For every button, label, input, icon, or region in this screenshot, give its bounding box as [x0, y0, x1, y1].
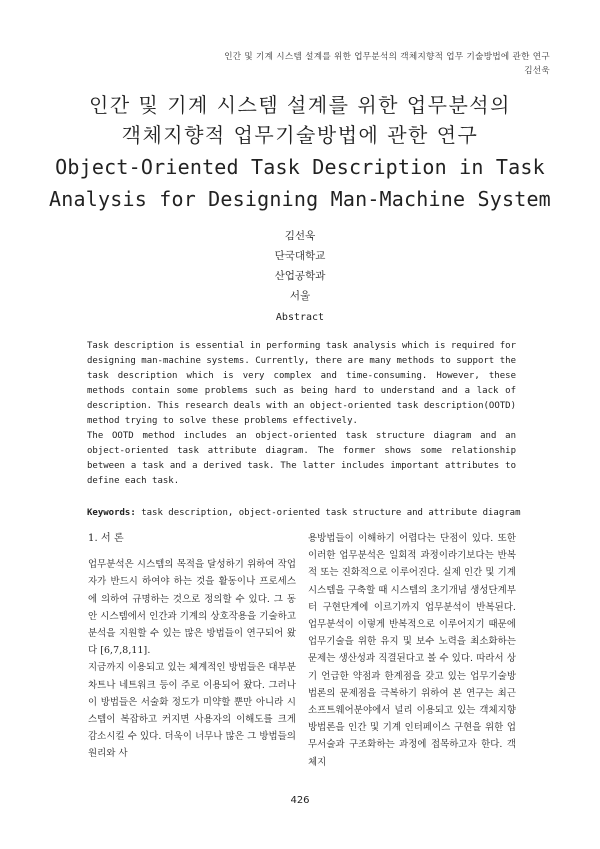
body-paragraph: 업무분석은 시스템의 목적을 달성하기 위하여 작업자가 반드시 하여야 하는 것을 활동이나 프로세스에 의하여 규명하는 것으로 정의할 수 있다. 그 동안 시스템에서 인간과 기계의 상호작용을 기술하고 분석을 지원할 수 있는 많은 방법들이 연구되어 왔다 [6,7,8,11]. [88, 559, 296, 657]
abstract-heading: Abstract [275, 312, 325, 323]
author-city: 서울 [289, 290, 311, 302]
body-paragraph: 지금까지 이용되고 있는 체계적인 방법들은 대부분 차트나 네트워크 등이 주로 이용되어 왔다. 그러나 이 방법들은 서술화 정도가 미약할 뿐만 아니라 시스템이 복잡하고 커지면 사용자의 이해도를 크게 감소시킬 수 있다. 더욱이 너무나 많은 그 방법들의 원리와 사 [88, 662, 296, 760]
keywords-label: Keywords: [87, 508, 136, 518]
english-title-line-2: Analysis for Designing Man-Machine System [49, 187, 551, 211]
author-department: 산업공학과 [274, 270, 326, 282]
body-paragraph: 용방법들이 이해하기 어렵다는 단점이 있다. 또한 이러한 업무분석은 일회적 과정이라기보다는 반복적 또는 진화적으로 이루어진다. 실제 인간 및 기계시스템을 구축할 때 시스템의 초기개념 생성단계부터 구현단계에 이르기까지 업무분석이 반복된다. 업무분석이 이렇게 반복적으로 이루어지기 때문에 업무기술을 위한 유지 및 보수 노력을 최소화하는 문제는 생산성과 직결된다고 볼 수 있다. 따라서 상기 언급한 약점과 한계점을 갖고 있는 업무기술방법론의 문제점을 극복하기 위하여 본 연구는 최근 소프트웨어분야에서 널리 이용되고 있는 객체지향방법론을 인간 및 기계 인터페이스 구현을 위한 업무서술과 구조화하는 과정에 접목하고자 한다. 객체지 [308, 533, 516, 768]
keywords [87, 508, 547, 518]
abstract-body [87, 339, 516, 489]
keywords-text: task description, object-oriented task structure and attribute diagram [141, 508, 521, 518]
abstract-paragraph-1: Task description is essential in performing task analysis which is required for designing man-machine systems. Currently, there are many methods to support the task description which is very complex and time-consuming. However, these methods contain some problems such as being hard to understand and a lack of description. This research deals with an object-oriented task description(OOTD) method trying to solve these problems effectively. [87, 341, 516, 426]
body-column-right [308, 530, 516, 771]
author-block [0, 226, 600, 306]
abstract-paragraph-2: The OOTD method includes an object-oriented task structure diagram and an object-oriented task attribute diagram. The former shows some relationship between a task and a derived task. The latter includes important attributes to define each task. [87, 431, 516, 486]
author-university: 단국대학교 [274, 250, 326, 262]
running-header-author: 김선욱 [524, 66, 550, 76]
korean-title-line-1: 인간 및 기계 시스템 설계를 위한 업무분석의 [89, 93, 511, 117]
title-block [0, 90, 600, 214]
korean-title-line-2: 객체지향적 업무기술방법에 관한 연구 [121, 123, 479, 147]
section-heading-introduction: 1. 서 론 [88, 533, 124, 544]
english-title-line-1: Object-Oriented Task Description in Task [55, 155, 545, 179]
author-name: 김선욱 [284, 230, 316, 242]
page-number: 426 [290, 795, 310, 806]
running-header [50, 50, 550, 78]
body-column-left [88, 530, 296, 763]
running-header-title: 인간 및 기계 시스템 설계를 위한 업무분석의 객체지향적 업무 기술방법에 관한 연구 [224, 52, 550, 62]
